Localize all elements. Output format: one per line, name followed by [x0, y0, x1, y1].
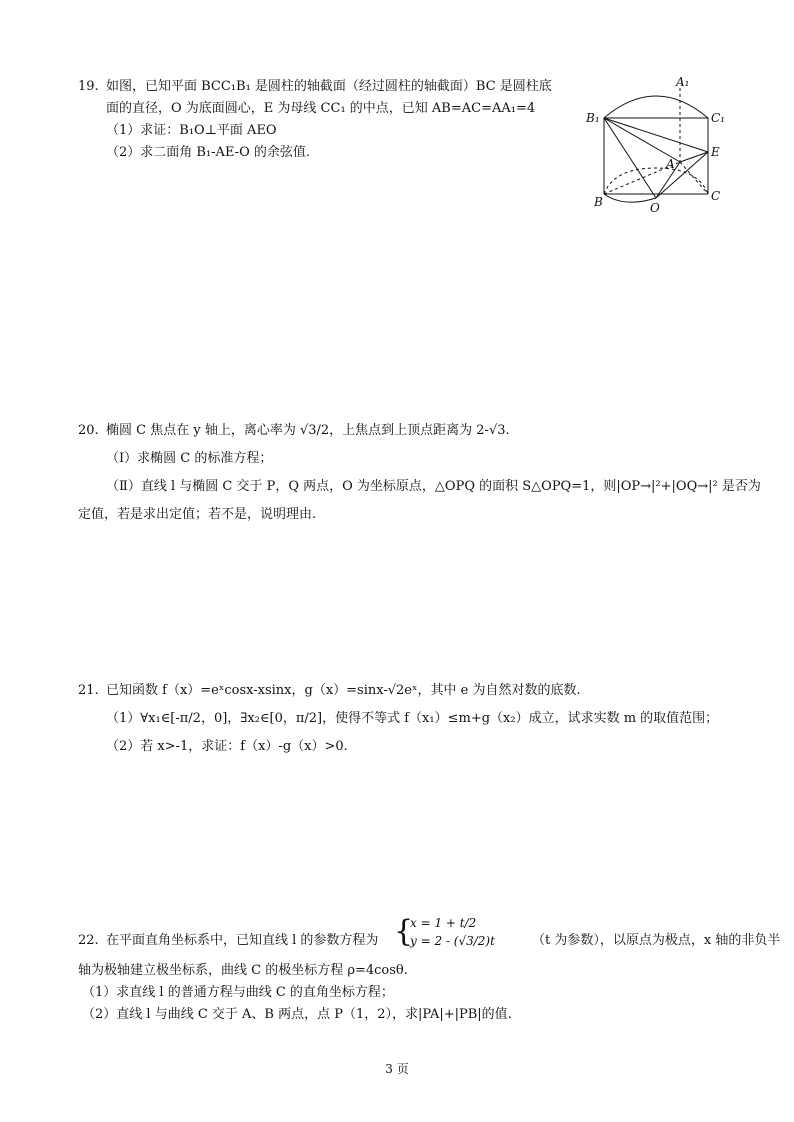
label-c1: C₁	[711, 111, 725, 125]
line-b1o	[604, 118, 656, 198]
cylinder-figure	[584, 76, 729, 216]
line-ae	[680, 152, 708, 162]
q22-number: 22.	[78, 933, 99, 948]
q19-part1: （1）求证：B₁O⊥平面 AEO	[106, 123, 277, 138]
q21-number: 21.	[78, 683, 99, 698]
line-b1a	[604, 118, 680, 162]
q20-number: 20.	[78, 423, 99, 438]
q19-number: 19.	[78, 79, 99, 94]
question-22	[78, 912, 781, 1026]
q22-part1: （1）求直线 l 的普通方程与曲线 C 的直角坐标方程；	[82, 985, 394, 1000]
param-eq-1: x = 1 + t/2	[410, 916, 477, 930]
bottom-ellipse-front	[604, 194, 656, 202]
question-21	[78, 680, 718, 758]
brace: {	[394, 914, 414, 949]
q21-line1: 21. 已知函数 f（x）=eˣcosx-xsinx，g（x）=sinx-√2eˣ，其中 e 为自然对数的底数.	[78, 680, 718, 702]
label-a: A	[666, 157, 675, 171]
q22-line2: 轴为极轴建立极坐标系，曲线 C 的极坐标方程 ρ=4cosθ.	[78, 963, 408, 978]
q21-part2: （2）若 x>-1，求证：f（x）-g（x）>0.	[106, 739, 348, 754]
q22-line1: 22. 在平面直角坐标系中，已知直线 l 的参数方程为 { x = 1 + t/2 y = 2 - (√3/2)t （t 为参数），以原点为极点，x 轴的非负半	[78, 912, 512, 952]
question-20	[78, 420, 761, 526]
page-number: 3 页	[385, 1062, 409, 1076]
line-b1e	[604, 118, 708, 152]
line-ac	[680, 162, 708, 194]
q20-part2a: （Ⅱ）直线 l 与椭圆 C 交于 P，Q 两点，O 为坐标原点，△OPQ 的面积 S△OPQ=1，则|OP→|²+|OQ→|² 是否为	[106, 479, 761, 494]
q20-part1: （Ⅰ）求椭圆 C 的标准方程；	[106, 451, 273, 466]
q19-line1: 19. 如图，已知平面 BCC₁B₁ 是圆柱的轴截面（经过圆柱的轴截面）BC 是圆柱底	[78, 76, 552, 98]
param-eq-2: y = 2 - (√3/2)t	[410, 934, 495, 948]
q21-part1: （1）∀x₁∈[-π/2，0]，∃x₂∈[0，π/2]，使得不等式 f（x₁）≤m+g（x₂）成立，试求实数 m 的取值范围；	[106, 711, 719, 726]
label-a1: A₁	[676, 76, 690, 89]
label-o: O	[650, 201, 660, 215]
label-c: C	[711, 189, 721, 203]
q20-part2b: 定值，若是求出定值；若不是，说明理由.	[78, 507, 317, 522]
label-b1: B₁	[586, 111, 600, 125]
cylinder-diagram	[584, 76, 729, 216]
q19-part2: （2）求二面角 B₁-AE-O 的余弦值.	[106, 145, 310, 160]
question-19	[78, 76, 552, 164]
q20-line1: 20. 椭圆 C 焦点在 y 轴上，离心率为 √3/2，上焦点到上顶点距离为 2-√3.	[78, 420, 761, 442]
label-e: E	[711, 145, 720, 159]
label-b: B	[594, 195, 603, 209]
line-oe	[656, 152, 708, 198]
q22-part2: （2）直线 l 与曲线 C 交于 A、B 两点，点 P（1，2），求|PA|+|PB|的值.	[82, 1007, 512, 1022]
top-arc	[604, 96, 708, 118]
q19-line2: 面的直径，O 为底面圆心，E 为母线 CC₁ 的中点，已知 AB=AC=AA₁=4	[106, 101, 536, 116]
